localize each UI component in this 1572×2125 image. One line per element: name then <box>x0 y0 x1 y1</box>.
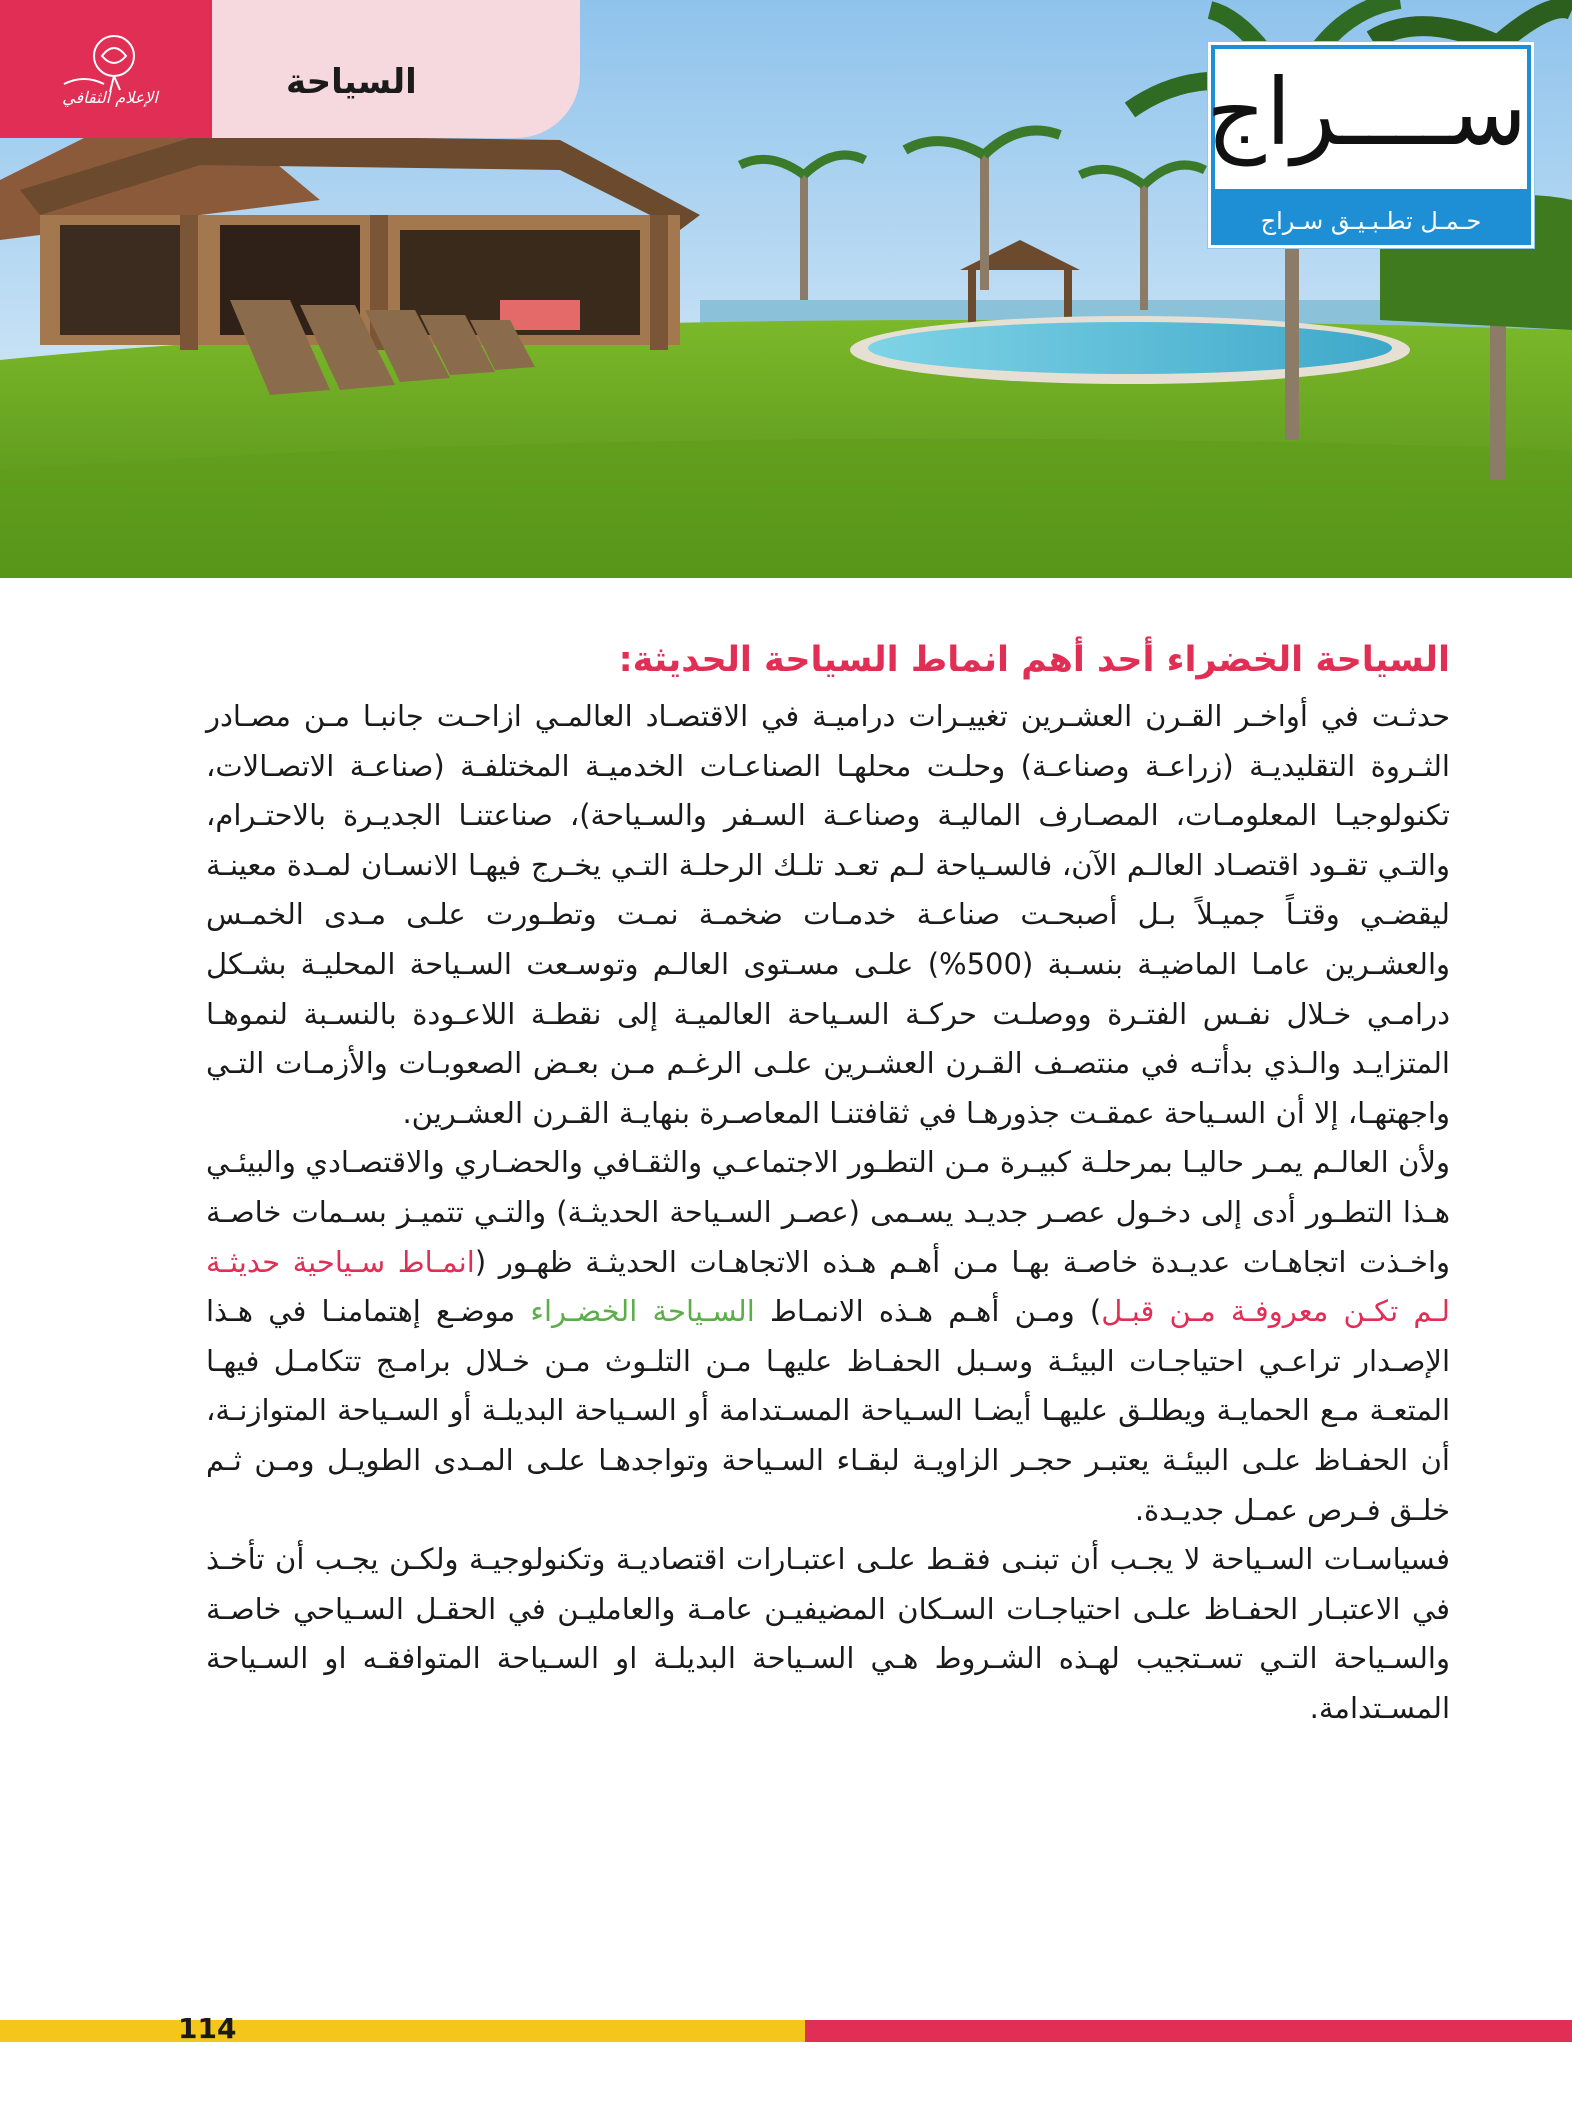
logo-text: الإعلام الثقافي <box>62 88 158 107</box>
siraj-download-text: حـمـل تطـبـيـق سـراج <box>1260 207 1482 235</box>
p2-text-3: موضـع إهتمامنـا في هـذا الإصـدار تراعـي احتياجـات البيئـة وسـبل الحفـاظ عليهـا مـن التلـوث مـن خـلال برامـج تتكامـل فيهـا المتعـة مـع الحمايـة ويطلـق عليهـا أيضـا السـياحة المسـتدامة أو السـياحة البديلـة أو السـياحة المتوازنـة، أن الحفـاظ علـى البيئـة يعتبـر حجـر الزاويـة لبقـاء السـياحة وتواجدهـا علـى المـدى الطويـل ومـن ثـم خلـق فـرص عمـل جديـدة. <box>206 1294 1450 1527</box>
article-body <box>206 636 1450 1733</box>
footer-bar-red <box>805 2020 1572 2042</box>
p2-text-2: ) ومـن أهـم هـذه الانمـاط <box>754 1294 1102 1329</box>
section-title: السياحة <box>286 62 417 102</box>
footer-bar-yellow <box>0 2020 805 2042</box>
siraj-wordmark: ســــراج <box>1206 59 1527 166</box>
rose-icon <box>44 26 164 96</box>
section-tab <box>212 0 580 138</box>
p2-green-highlight: السـياحة الخضـراء <box>530 1294 755 1329</box>
p2-red-highlight: انمـاط سـياحية حديثـة لـم تكـن معروفـة مـن قبـل <box>206 1244 1450 1329</box>
publisher-logo <box>0 0 212 138</box>
page-number: 114 <box>178 2012 237 2045</box>
p2-text-1: ولأن العالـم يمـر حاليـا بمرحلـة كبيـرة مـن التطـور الاجتماعـي والثقـافي والحضـاري والاقتصـادي والبيئـي هـذا التطـور أدى إلى دخـول عصـر جديـد يسـمى (عصـر السـياحة الحديثـة) والتـي تتميـز بسـمات خاصـة واخـذت اتجاهـات عديـدة خاصـة بهـا مـن أهـم هـذه الاتجاهـات الحديثـة ظهـور ( <box>206 1145 1451 1279</box>
paragraph-1: حدثـت في أواخـر القـرن العشـرين تغييـرات دراميـة في الاقتصـاد العالمـي ازاحـت جانبـا مـن مصـادر الثـروة التقليديـة (زراعـة وصناعـة) وحلـت محلهـا الصناعـات الخدميـة المختلفـة (صناعـة الاتصـالات، تكنولوجيـا المعلومـات، المصـارف الماليـة وصناعـة السـفر والسـياحة)، صناعتنـا الجديـرة بالاحتـرام، والتـي تقـود اقتصـاد العالـم الآن، فالسـياحة لـم تعـد تلـك الرحلـة التـي يخـرج فيهـا الانسـان لمـدة معينـة ليقضـي وقتـاً جميـلاً بـل أصبحـت صناعـة خدمـات ضخمـة نمـت وتطـورت علـى مـدى الخمـس والعشـرين عامـا الماضيـة بنسـبة (500%) علـى مسـتوى العالـم وتوسـعت السـياحة المحليـة بشـكل درامـي خـلال نفـس الفتـرة ووصلـت حركـة السـياحة العالميـة إلى نقطـة اللاعـودة بالنسـبة لنموهـا المتزايـد والـذي بدأتـه في منتصـف القـرن العشـرين علـى الرغـم مـن بعـض الصعوبـات والأزمـات التـي واجهتهـا، إلا أن السـياحة عمقـت جذورهـا في ثقافتنـا المعاصـرة بنهايـة القـرن العشـرين. <box>206 699 1451 1130</box>
article-heading: السياحة الخضراء أحد أهم انماط السياحة الحديثة: <box>618 640 1450 680</box>
siraj-brand-badge <box>1208 42 1534 248</box>
siraj-word-panel <box>1206 49 1527 189</box>
hero-image <box>0 0 1572 578</box>
paragraph-3: فسياسـات السـياحة لا يجـب أن تبنـى فقـط علـى اعتبـارات اقتصاديـة وتكنولوجيـة ولكـن يجـب أن تأخـذ في الاعتبـار الحفـاظ علـى احتياجـات السـكان المضيفيـن عامـة والعامليـن في الحقـل السـياحي خاصـة والسـياحة التـي تسـتجيب لهـذه الشـروط هـي السـياحة البديلـة او السـياحة المتوافقـه او السـياحة المسـتدامة. <box>206 1542 1450 1725</box>
paragraph-2 <box>206 1138 1450 1535</box>
